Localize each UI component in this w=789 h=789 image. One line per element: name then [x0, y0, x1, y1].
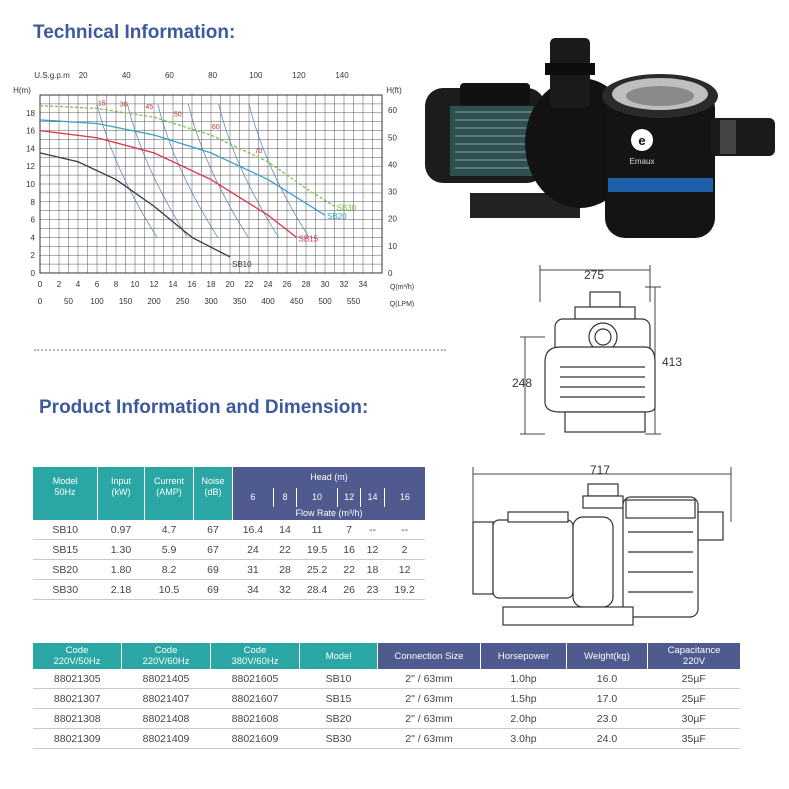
top-tick-label: 80: [208, 71, 218, 80]
series-label-sb30: SB30: [336, 203, 357, 213]
right-tick-label: 40: [388, 160, 397, 170]
left-tick-label: 18: [26, 108, 35, 118]
top-tick-label: 140: [335, 71, 349, 80]
cell-flow: 23: [361, 580, 384, 600]
right-tick-label: 10: [388, 241, 397, 251]
cell-input: 1.30: [98, 540, 145, 560]
efficiency-curve: [127, 104, 187, 238]
bottom2-tick-label: 500: [318, 297, 332, 306]
cell-code1: 88021309: [33, 729, 122, 749]
table-row: [33, 729, 740, 749]
cell-flow: 19.5: [297, 540, 338, 560]
cell-code2: 88021405: [122, 669, 211, 689]
cell-cap: 35µF: [648, 729, 741, 749]
cell-flow: --: [361, 520, 384, 540]
cell-hp: 2.0hp: [481, 709, 567, 729]
bottom2-tick-label: 150: [118, 297, 133, 306]
bottom-tick-label: 12: [149, 280, 159, 289]
cell-flow: 28.4: [297, 580, 338, 600]
bottom2-axis-label: Q(LPM): [389, 301, 415, 308]
cell-code3: 88021607: [211, 689, 300, 709]
cell-model: SB30: [33, 580, 98, 600]
cell-flow: 22: [337, 560, 360, 580]
cell-conn: 2" / 63mm: [378, 709, 481, 729]
cell-flow: 7: [337, 520, 360, 540]
left-tick-label: 0: [30, 269, 35, 278]
th-horsepower: Horsepower: [481, 643, 567, 669]
cell-cap: 25µF: [648, 669, 741, 689]
top-axis-label: U.S.g.p.m: [34, 71, 70, 80]
left-tick-label: 6: [30, 215, 35, 225]
left-tick-label: 4: [30, 233, 35, 243]
bottom-tick-label: 2: [56, 280, 62, 289]
series-label-sb10: SB10: [232, 259, 252, 269]
product-code-table: [33, 643, 740, 749]
dim-side-length: 717: [590, 463, 611, 477]
bottom-tick-label: 18: [206, 280, 216, 289]
table-row: [33, 580, 425, 600]
series-label-sb20: SB20: [327, 212, 347, 222]
dim-front-side: 248: [512, 376, 533, 390]
performance-chart: [0, 58, 420, 323]
th-head-12: 12: [337, 488, 360, 507]
bottom-axis-label: Q(m³/h): [389, 284, 415, 291]
cell-code1: 88021305: [33, 669, 122, 689]
bottom-tick-label: 24: [263, 280, 273, 289]
cell-conn: 2" / 63mm: [378, 729, 481, 749]
bottom2-tick-label: 50: [64, 297, 73, 306]
cell-flow: 14: [273, 520, 296, 540]
bottom2-tick-label: 350: [232, 297, 247, 306]
cell-flow: 18: [361, 560, 384, 580]
table-row: [33, 669, 740, 689]
th-head: Head (m): [233, 467, 426, 488]
efficiency-label: 50: [173, 111, 182, 119]
bottom2-tick-label: 300: [204, 297, 218, 306]
cell-current: 10.5: [145, 580, 194, 600]
right-axis-label: H(ft): [386, 86, 402, 95]
cell-flow: 24: [233, 540, 274, 560]
right-tick-label: 50: [388, 133, 397, 143]
cell-flow: 31: [233, 560, 274, 580]
efficiency-label: 15: [97, 100, 106, 108]
th-head-16: 16: [384, 488, 425, 507]
th-noise: Noise (dB): [194, 467, 233, 507]
cell-weight: 17.0: [567, 689, 648, 709]
performance-table: [33, 467, 425, 600]
bottom-tick-label: 22: [244, 280, 254, 289]
bottom2-tick-label: 400: [261, 297, 275, 306]
th-code-380-60: Code 380V/60Hz: [211, 643, 300, 669]
th-weight: Weight(kg): [567, 643, 648, 669]
bottom2-tick-label: 550: [346, 297, 361, 306]
cell-flow: 22: [273, 540, 296, 560]
cell-model: SB20: [33, 560, 98, 580]
cell-conn: 2" / 63mm: [378, 689, 481, 709]
th-flow: Flow Rate (m³/h): [233, 507, 426, 520]
bottom-tick-label: 32: [339, 280, 349, 289]
series-line-sb30: [40, 106, 335, 207]
cell-flow: 16.4: [233, 520, 274, 540]
bottom2-tick-label: 200: [147, 297, 161, 306]
bottom-tick-label: 4: [75, 280, 81, 289]
cell-flow: 12: [361, 540, 384, 560]
cell-model: SB20: [300, 709, 378, 729]
bottom-tick-label: 26: [282, 280, 292, 289]
cell-current: 4.7: [145, 520, 194, 540]
table-row: [33, 560, 425, 580]
bottom-tick-label: 28: [301, 280, 311, 289]
cell-code1: 88021307: [33, 689, 122, 709]
cell-code2: 88021407: [122, 689, 211, 709]
cell-weight: 16.0: [567, 669, 648, 689]
cell-code2: 88021409: [122, 729, 211, 749]
right-tick-label: 20: [388, 214, 397, 224]
efficiency-curve: [249, 104, 309, 238]
th-head-8: 8: [273, 488, 296, 507]
cell-flow: 25.2: [297, 560, 338, 580]
cell-flow: 28: [273, 560, 296, 580]
cell-flow: 2: [384, 540, 425, 560]
cell-flow: 19.2: [384, 580, 425, 600]
cell-noise: 67: [194, 540, 233, 560]
cell-input: 0.97: [98, 520, 145, 540]
bottom-tick-label: 10: [130, 280, 140, 289]
left-tick-label: 16: [26, 126, 35, 136]
efficiency-curve: [97, 101, 157, 238]
efficiency-label: 45: [145, 104, 154, 112]
cell-model: SB30: [300, 729, 378, 749]
cell-model: SB15: [300, 689, 378, 709]
cell-hp: 3.0hp: [481, 729, 567, 749]
cell-weight: 24.0: [567, 729, 648, 749]
cell-code1: 88021308: [33, 709, 122, 729]
cell-cap: 30µF: [648, 709, 741, 729]
series-label-sb15: SB15: [298, 234, 319, 244]
cell-code3: 88021605: [211, 669, 300, 689]
table-row: [33, 540, 425, 560]
technical-info-title: Technical Information:: [33, 22, 236, 43]
cell-model: SB15: [33, 540, 98, 560]
table-row: [33, 520, 425, 540]
brand-label: Emaux: [629, 157, 655, 166]
th-model: Model 50Hz: [33, 467, 98, 507]
bottom2-tick-label: 250: [175, 297, 190, 306]
bottom-tick-label: 16: [187, 280, 197, 289]
cell-hp: 1.5hp: [481, 689, 567, 709]
th-current: Current (AMP): [145, 467, 194, 507]
right-tick-label: 60: [388, 106, 397, 116]
bottom2-tick-label: 450: [289, 297, 304, 306]
th-model-2: Model: [300, 643, 378, 669]
th-head-14: 14: [361, 488, 384, 507]
cell-hp: 1.0hp: [481, 669, 567, 689]
bottom-tick-label: 20: [225, 280, 235, 289]
left-tick-label: 12: [26, 162, 35, 172]
cell-flow: 16: [337, 540, 360, 560]
cell-flow: 12: [384, 560, 425, 580]
cell-conn: 2" / 63mm: [378, 669, 481, 689]
table-row: [33, 709, 740, 729]
th-code-220-60: Code 220V/60Hz: [122, 643, 211, 669]
cell-flow: 26: [337, 580, 360, 600]
bottom-tick-label: 8: [113, 280, 119, 289]
th-input: Input (kW): [98, 467, 145, 507]
right-tick-label: 0: [388, 269, 393, 278]
th-head-10: 10: [297, 488, 338, 507]
bottom2-tick-label: 100: [90, 297, 104, 306]
cell-noise: 69: [194, 560, 233, 580]
left-tick-label: 8: [30, 197, 35, 207]
top-tick-label: 60: [164, 71, 174, 80]
table-row: [33, 689, 740, 709]
efficiency-label: 60: [211, 123, 220, 131]
cell-model: SB10: [33, 520, 98, 540]
side-dimension-drawing: [463, 462, 738, 632]
th-code-220-50: Code 220V/50Hz: [33, 643, 122, 669]
left-tick-label: 2: [30, 251, 35, 261]
top-tick-label: 40: [121, 71, 131, 80]
efficiency-label: 30: [119, 101, 128, 109]
left-tick-label: 10: [26, 180, 35, 189]
cell-flow: --: [384, 520, 425, 540]
section-divider: [34, 349, 446, 351]
cell-input: 2.18: [98, 580, 145, 600]
cell-input: 1.80: [98, 560, 145, 580]
bottom-tick-label: 30: [320, 280, 330, 289]
cell-noise: 67: [194, 520, 233, 540]
left-tick-label: 14: [26, 144, 35, 154]
cell-current: 5.9: [145, 540, 194, 560]
product-info-title: Product Information and Dimension:: [39, 397, 369, 418]
cell-code3: 88021609: [211, 729, 300, 749]
dim-front-height: 413: [662, 355, 683, 369]
cell-flow: 11: [297, 520, 338, 540]
dim-front-width: 275: [584, 268, 605, 282]
cell-current: 8.2: [145, 560, 194, 580]
bottom-tick-label: 6: [94, 280, 100, 289]
top-tick-label: 20: [78, 71, 88, 80]
efficiency-label: 70: [254, 147, 263, 155]
right-tick-label: 30: [388, 187, 397, 197]
bottom-tick-label: 14: [168, 280, 178, 289]
cell-noise: 69: [194, 580, 233, 600]
th-connection: Connection Size: [378, 643, 481, 669]
th-head-6: 6: [233, 488, 274, 507]
cell-code2: 88021408: [122, 709, 211, 729]
cell-code3: 88021608: [211, 709, 300, 729]
left-axis-label: H(m): [13, 86, 31, 95]
bottom2-tick-label: 0: [37, 297, 43, 306]
cell-weight: 23.0: [567, 709, 648, 729]
svg-text:e: e: [638, 133, 646, 148]
th-capacitance: Capacitance 220V: [648, 643, 741, 669]
top-tick-label: 120: [292, 71, 306, 80]
bottom-tick-label: 0: [37, 280, 43, 289]
cell-model: SB10: [300, 669, 378, 689]
cell-cap: 25µF: [648, 689, 741, 709]
top-tick-label: 100: [249, 71, 263, 80]
front-dimension-drawing: [505, 262, 705, 442]
cell-flow: 34: [233, 580, 274, 600]
cell-flow: 32: [273, 580, 296, 600]
bottom-tick-label: 34: [358, 280, 368, 289]
pump-photo: [410, 28, 780, 258]
